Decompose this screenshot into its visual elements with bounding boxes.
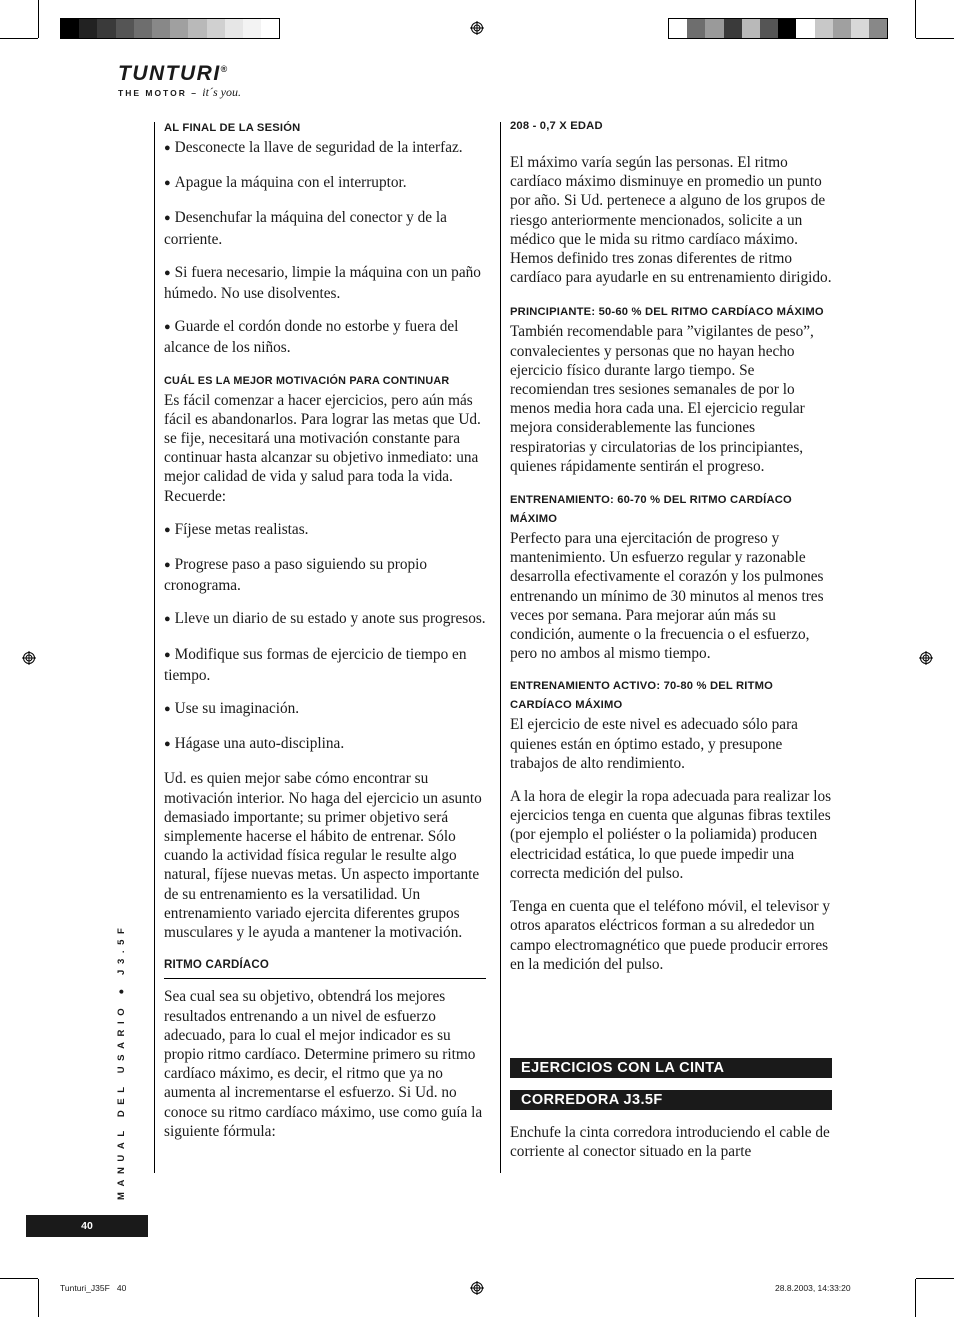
list-item: ● Modifique sus formas de ejercicio de tiempo en tiempo. (164, 645, 486, 685)
registration-mark-icon (470, 1281, 484, 1295)
right-column (510, 117, 832, 974)
heading-active-training: ENTRENAMIENTO ACTIVO: 70-80 % DEL RITMO CARDÍACO MÁXIMO (510, 680, 774, 712)
page-number-text: 40 (81, 1220, 93, 1232)
crop-mark (0, 1278, 38, 1279)
list-item: ● Fíjese metas realistas. (164, 520, 486, 541)
registered-mark: ® (220, 64, 229, 74)
calibration-bar-right (668, 18, 888, 39)
list-item: ● Apague la máquina con el interruptor. (164, 173, 486, 194)
logo-tagline-prefix: THE MOTOR – (118, 88, 203, 98)
paragraph-beginner: También recomendable para ”vigilantes de peso”, convalecientes y personas que no hayan hecho ejercicio físico durante largo tiempo. Se recomiendan tres sesiones semanales de por lo menos media hora cada una. El ejercicio regular mejora considerablemente las funciones respiratorias y circulatorias de los principiantes, quienes rápidamente sentirán el progreso. (510, 323, 814, 475)
page-number (26, 1215, 148, 1237)
crop-mark (915, 1279, 916, 1317)
list-item: ● Desconecte la llave de seguridad de la interfaz. (164, 138, 486, 159)
list-item: ● Progrese paso a paso siguiendo su propio cronograma. (164, 555, 486, 595)
heading-training: ENTRENAMIENTO: 60-70 % DEL RITMO CARDÍACO MÁXIMO (510, 494, 792, 526)
list-item: ● Guarde el cordón donde no estorbe y fuera del alcance de los niños. (164, 317, 486, 357)
paragraph-heart-rate: Sea cual sea su objetivo, obtendrá los mejores resultados entrenando a un nivel de esfuerzo adecuado, para lo cual el mejor indicador es su propio ritmo cardíaco. Determine primero su ritmo cardíaco máximo, es decir, el ritmo que ya no aumenta al incrementarse el esfuerzo. Si Ud. no conoce su ritmo cardíaco máximo, use como guía la siguiente fórmula: (164, 988, 483, 1140)
logo-wordmark: TUNTURI (118, 62, 221, 85)
heading-end-of-session: AL FINAL DE LA SESIÓN (164, 122, 301, 134)
paragraph-plug-in: Enchufe la cinta corredora introduciendo el cable de corriente al conector situado en la parte (510, 1124, 830, 1161)
footer-timestamp: 28.8.2003, 14:33:20 (775, 1283, 851, 1293)
paragraph-max-heart-rate: El máximo varía según las personas. El ritmo cardíaco máximo disminuye en promedio un punto por año. Si Ud. pertenece a alguno de los grupos de riesgo anteriormente mencionados, solicite a un médico que le mida su ritmo cardíaco máximo. Hemos definido tres zonas diferentes de ritmo cardíaco para ayudarle en su entrenamiento dirigido. (510, 154, 832, 287)
paragraph-motivation: Es fácil comenzar a hacer ejercicios, pero aún más fácil es abandonarlos. Para lograr las metas que Ud. se fije, necesitará una motivación constante para continuar hasta alcanzar su objetivo inmediato: una mejor calidad de vida y salud para toda la vida. Recuerde: (164, 391, 481, 505)
heading-formula: 208 - 0,7 X EDAD (510, 120, 603, 132)
brand-logo (118, 58, 241, 99)
registration-mark-icon (470, 21, 484, 35)
crop-mark (915, 0, 916, 38)
list-item: ● Si fuera necesario, limpie la máquina con un paño húmedo. No use disolventes. (164, 263, 486, 303)
section-title-bar-1: EJERCICIOS CON LA CINTA (510, 1058, 832, 1078)
logo-tagline-italic: it´s you. (202, 85, 241, 99)
list-item: ● Hágase una auto-disciplina. (164, 734, 486, 755)
right-column-bottom (510, 1123, 832, 1161)
list-item: ● Use su imaginación. (164, 699, 486, 720)
column-rule-middle (500, 122, 501, 1173)
column-rule-left (154, 122, 155, 1173)
crop-mark (38, 0, 39, 38)
footer-file-info: Tunturi_J35F 40 (60, 1283, 127, 1293)
side-label: MANUAL DEL USARIO ● J3.5F (116, 922, 127, 1200)
left-column (164, 119, 486, 1141)
crop-mark (0, 38, 38, 39)
heading-motivation: CUÁL ES LA MEJOR MOTIVACIÓN PARA CONTINUAR (164, 374, 450, 387)
list-item: ● Desenchufar la máquina del conector y de la corriente. (164, 208, 486, 248)
crop-mark (916, 38, 954, 39)
paragraph-training: Perfecto para una ejercitación de progreso y mantenimiento. Un esfuerzo regular y razonable desarrolla efectivamente el corazón y los pulmones entrenando un mínimo de 30 minutos al menos tres veces por semana. Para mejorar aún más su condición, aumente o la frecuencia o el esfuerzo, pero no ambos al mismo tiempo. (510, 530, 824, 663)
calibration-bar-left (60, 18, 280, 39)
crop-mark (38, 1279, 39, 1317)
paragraph-electronics: Tenga en cuenta que el teléfono móvil, el televisor y otros aparatos eléctricos forman a su alrededor un campo electromagnético que puede producir errores en la medición del pulso. (510, 898, 831, 973)
paragraph-motivation-inner: Ud. es quien mejor sabe cómo encontrar su motivación interior. No haga del ejercicio un asunto demasiado importante; su primer objetivo será simplemente hacerse el hábito de entrenar. Sólo cuando la actividad física regular le resulte algo natural, fíjese nuevas metas. Un aspecto importante de su entrenamiento es la versatilidad. Un entrenamiento variado ejercita diferentes grupos musculares y le ayuda a mantener la motivación. (164, 770, 482, 942)
list-item: ● Lleve un diario de su estado y anote sus progresos. (164, 609, 486, 630)
paragraph-clothing: A la hora de elegir la ropa adecuada para realizar los ejercicios tenga en cuenta que algunas fibras textiles (por ejemplo el poliéster o la poliamida) producen electricidad estática, lo que puede impedir una correcta medición del pulso. (510, 788, 832, 882)
crop-mark (916, 1278, 954, 1279)
section-title-bar-2: CORREDORA J3.5F (510, 1090, 832, 1110)
paragraph-active-training: El ejercicio de este nivel es adecuado sólo para quienes están en óptimo estado, y presupone trabajos de alto rendimiento. (510, 716, 798, 772)
heading-heart-rate: RITMO CARDÍACO (164, 956, 486, 979)
registration-mark-icon (22, 651, 36, 665)
registration-mark-icon (919, 651, 933, 665)
heading-beginner: PRINCIPIANTE: 50-60 % DEL RITMO CARDÍACO MÁXIMO (510, 306, 824, 319)
